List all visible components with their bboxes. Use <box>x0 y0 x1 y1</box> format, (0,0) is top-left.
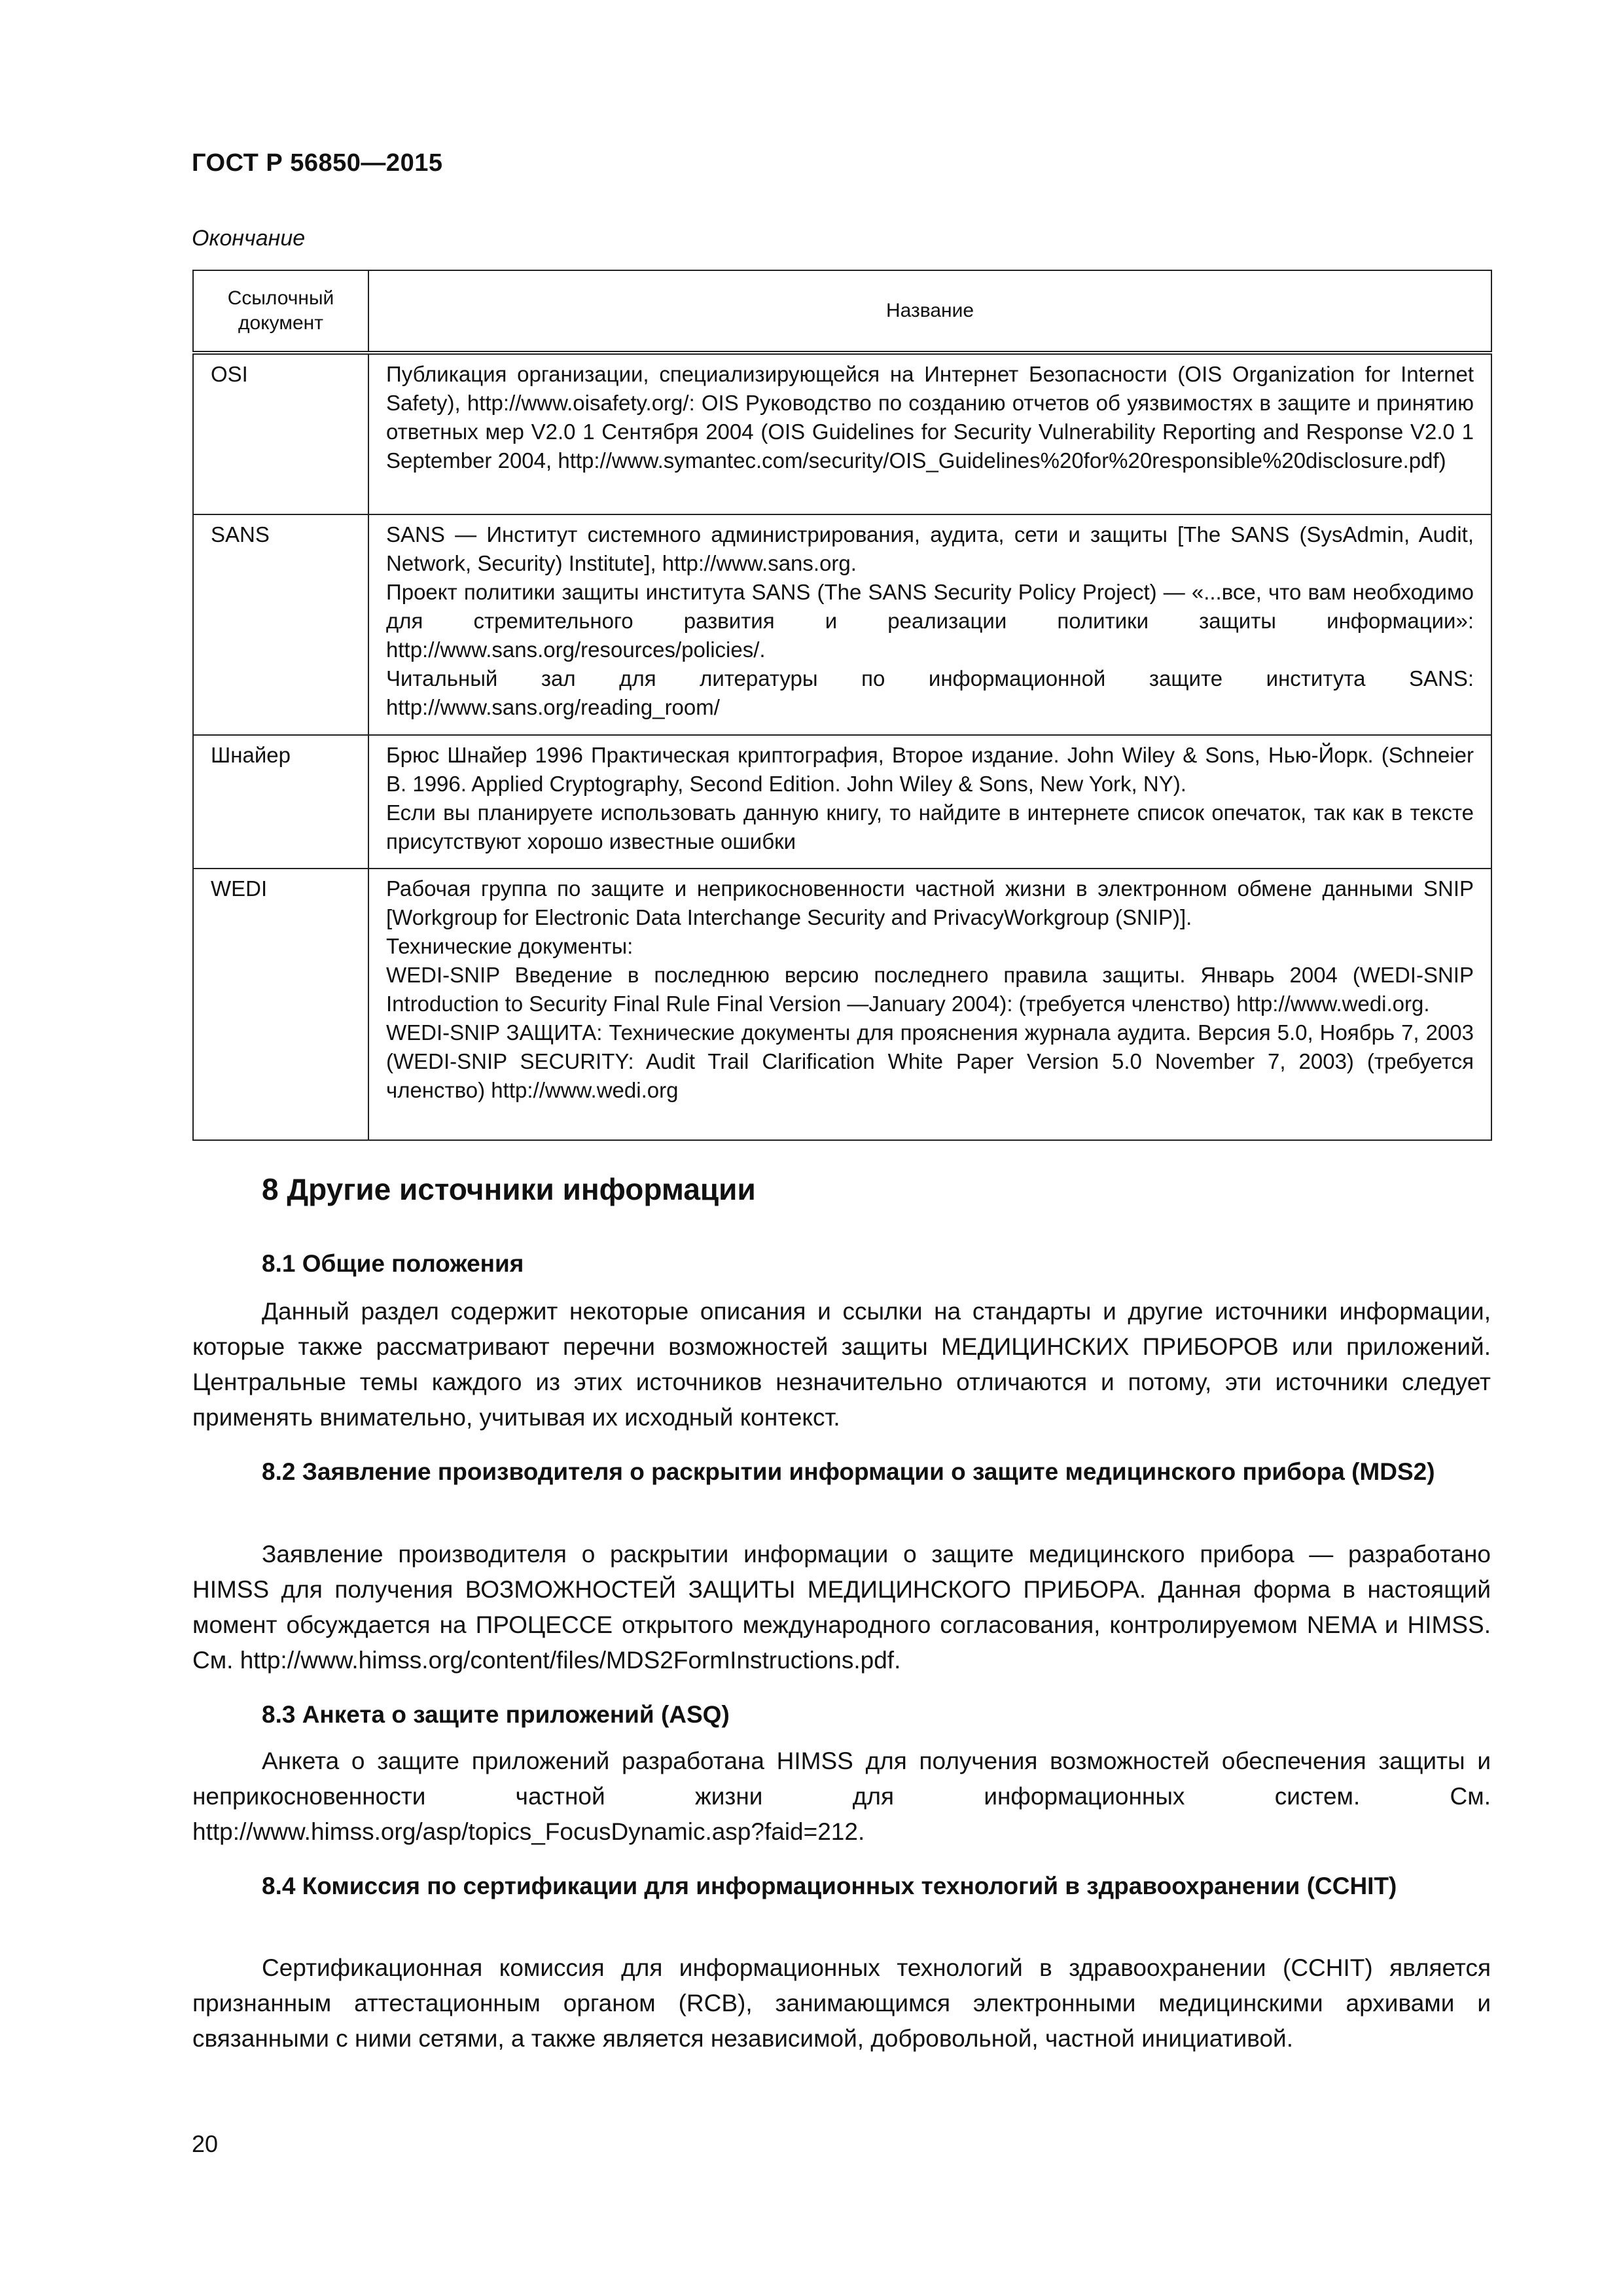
page-number: 20 <box>192 2130 219 2157</box>
reference-cell: Шнайер <box>193 735 368 869</box>
column-header-name: Название <box>368 270 1491 353</box>
document-header: ГОСТ Р 56850—2015 <box>192 149 443 177</box>
description-line: Технические документы: <box>386 934 633 958</box>
description-line: Читальный зал для литературы по информационной защите института SANS: http://www.sans.org/reading_room/ <box>386 666 1474 719</box>
subsection-8-1-text: Данный раздел содержит некоторые описания и ссылки на стандарты и другие источники информации, которые также рассматривают перечни возможностей защиты МЕДИЦИНСКИХ ПРИБОРОВ или приложений. Центральные темы каждого из этих источников незначительно отличаются и потому, эти источники следует применять внимательно, учитывая их исходный контекст. <box>192 1298 1491 1431</box>
subsection-8-2-title: 8.2 Заявление производителя о раскрытии информации о защите медицинского прибора (MDS2) <box>262 1458 1435 1485</box>
references-table <box>192 270 1492 1141</box>
description-line: Проект политики защиты института SANS (The SANS Security Policy Project) — «...все, что вам необходимо для стремительного развития и реализации политики защиты информации»: http://www.sans.org/resources/policies/. <box>386 580 1474 662</box>
subsection-8-1-title: 8.1 Общие положения <box>262 1250 524 1277</box>
description-line: Брюс Шнайер 1996 Практическая криптография, Второе издание. John Wiley & Sons, Нью-Йорк. (Schneier B. 1996. Applied Cryptography, Second Edition. John Wiley & Sons, New York, NY). <box>386 743 1474 796</box>
description-cell <box>368 514 1491 735</box>
description-line: Публикация организации, специализирующейся на Интернет Безопасности (OIS Organization for Internet Safety), http://www.oisafety.org/: OIS Руководство по созданию отчетов об уязвимостях в защите и принятию ответных мер V2.0 1 Сентября 2004 (OIS Guidelines for Security Vulnerability Reporting and Response V2.0 1 September 2004, http://www.symantec.com/security/OIS_Guidelines%20for%20responsible%20disclosure.pdf) <box>386 362 1474 473</box>
subsection-8-3-title: 8.3 Анкета о защите приложений (ASQ) <box>262 1701 730 1728</box>
column-header-reference: Ссылочный документ <box>193 270 368 353</box>
description-line: WEDI-SNIP ЗАЩИТА: Технические документы для прояснения журнала аудита. Версия 5.0, Ноябрь 7, 2003 (WEDI-SNIP SECURITY: Audit Trail Clarification White Paper Version 5.0 November 7, 2003) (требуется членство) http://www.wedi.org <box>386 1020 1474 1102</box>
table-row <box>193 869 1491 1140</box>
table-row <box>193 514 1491 735</box>
section-8-title: 8 Другие источники информации <box>262 1172 756 1206</box>
description-line: SANS — Институт системного администрирования, аудита, сети и защиты [The SANS (SysAdmin, Audit, Network, Security) Institute], http://www.sans.org. <box>386 522 1474 575</box>
description-cell <box>368 869 1491 1140</box>
table-row <box>193 353 1491 514</box>
description-line: Если вы планируете использовать данную книгу, то найдите в интернете список опечаток, так как в тексте присутствуют хорошо известные ошибки <box>386 800 1474 853</box>
subsection-8-4-title: 8.4 Комиссия по сертификации для информационных технологий в здравоохранении (CCHIT) <box>262 1873 1397 1899</box>
reference-cell: WEDI <box>193 869 368 1140</box>
table-row <box>193 735 1491 869</box>
reference-cell: SANS <box>193 514 368 735</box>
reference-cell: OSI <box>193 353 368 514</box>
description-line: Рабочая группа по защите и неприкосновенности частной жизни в электронном обмене данными SNIP [Workgroup for Electronic Data Interchange Security and PrivacyWorkgroup (SNIP)]. <box>386 876 1474 929</box>
table-continuation-label: Окончание <box>192 226 306 251</box>
description-cell <box>368 735 1491 869</box>
table-header-row <box>193 270 1491 353</box>
subsection-8-3-text: Анкета о защите приложений разработана HIMSS для получения возможностей обеспечения защиты и неприкосновенности частной жизни для информационных систем. См. http://www.himss.org/asp/topics_FocusDynamic.asp?faid=212. <box>192 1748 1491 1845</box>
subsection-8-4-text: Сертификационная комиссия для информационных технологий в здравоохранении (CCHIT) является признанным аттестационным органом (RCB), занимающимся электронными медицинскими архивами и связанными с ними сетями, а также является независимой, добровольной, частной инициативой. <box>192 1954 1491 2052</box>
description-cell <box>368 353 1491 514</box>
description-line: WEDI-SNIP Введение в последнюю версию последнего правила защиты. Январь 2004 (WEDI-SNIP Introduction to Security Final Rule Final Version —January 2004): (требуется членство) http://www.wedi.org. <box>386 963 1474 1016</box>
subsection-8-2-text: Заявление производителя о раскрытии информации о защите медицинского прибора — разработано HIMSS для получения ВОЗМОЖНОСТЕЙ ЗАЩИТЫ МЕДИЦИНСКОГО ПРИБОРА. Данная форма в настоящий момент обсуждается на ПРОЦЕССЕ открытого международного согласования, контролируемом NEMA и HIMSS. См. http://www.himss.org/content/files/MDS2FormInstructions.pdf. <box>192 1541 1491 1674</box>
